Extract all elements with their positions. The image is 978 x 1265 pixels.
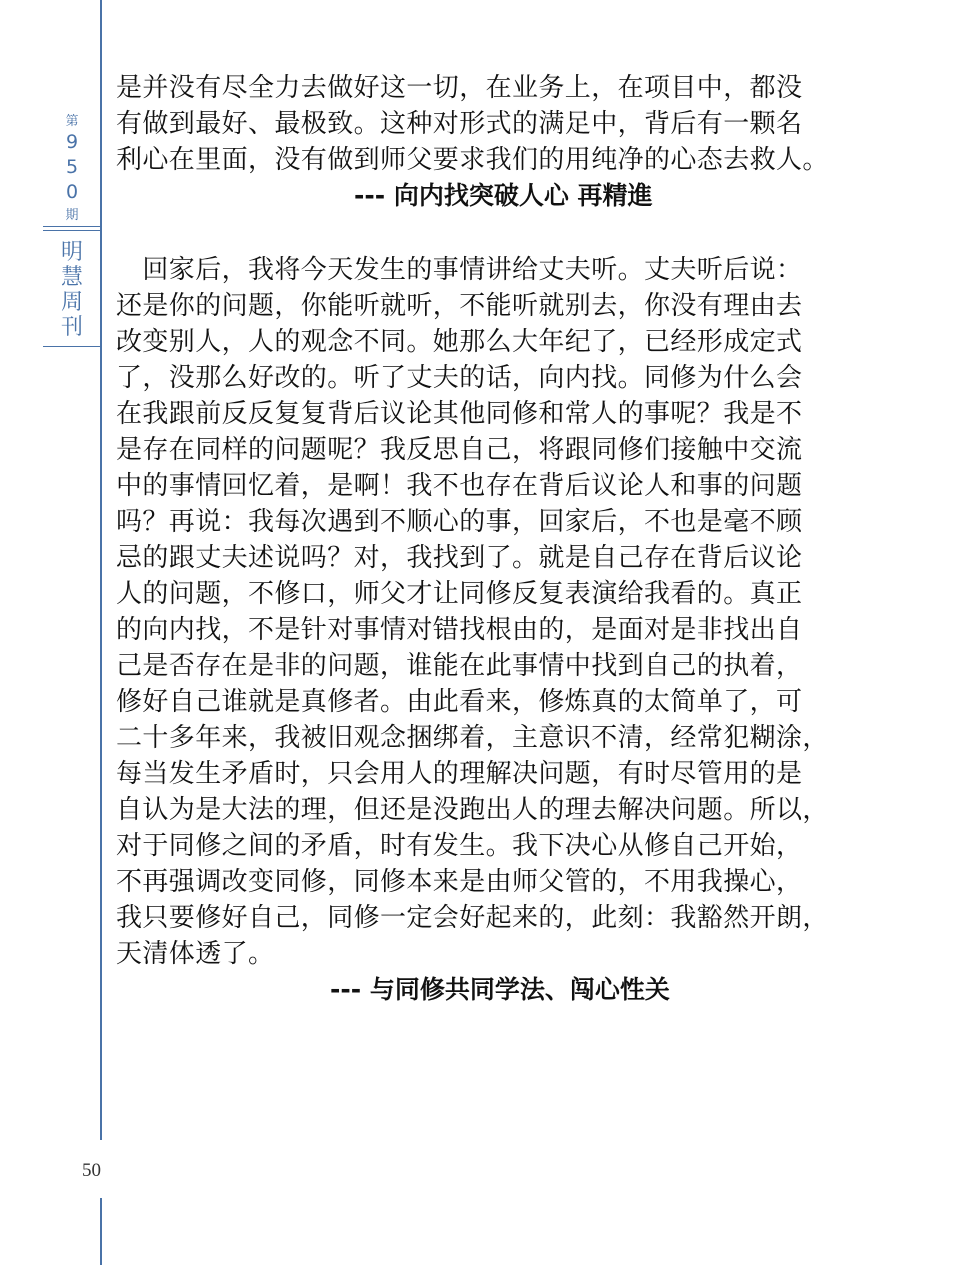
text-line: 自认为是大法的理，但还是没跑出人的理去解决问题。所以， <box>116 795 829 825</box>
text-line: 在我跟前反反复复背后议论其他同修和常人的事呢？我是不 <box>116 399 803 429</box>
text-line: 是存在同样的问题呢？我反思自己，将跟同修们接触中交流 <box>116 435 803 465</box>
masthead-divider <box>43 230 101 231</box>
text-line: 不再强调改变同修，同修本来是由师父管的，不用我操心， <box>116 867 803 897</box>
text-line: 有做到最好、最极致。这种对形式的满足中，背后有一颗名 <box>116 109 803 139</box>
article-body <box>116 70 862 1008</box>
text-line: 利心在里面，没有做到师父要求我们的用纯净的心态去救人。 <box>116 145 829 175</box>
magazine-title-char: 慧 <box>60 265 83 290</box>
issue-number <box>43 130 101 205</box>
section-heading-2: --- 与同修共同学法、闯心性关 <box>330 975 670 1004</box>
magazine-title <box>43 240 101 340</box>
magazine-title-char: 刊 <box>60 315 83 340</box>
text-line: 每当发生矛盾时，只会用人的理解决问题，有时尽管用的是 <box>116 759 803 789</box>
text-line: 中的事情回忆着，是啊！我不也存在背后议论人和事的问题 <box>116 471 803 501</box>
text-line: 修好自己谁就是真修者。由此看来，修炼真的太简单了，可 <box>116 687 803 717</box>
masthead <box>43 110 101 340</box>
text-line: 二十多年来，我被旧观念捆绑着，主意识不清，经常犯糊涂， <box>116 723 829 753</box>
text-line: 天清体透了。 <box>116 939 275 969</box>
text-line: 人的问题，不修口，师父才让同修反复表演给我看的。真正 <box>116 579 803 609</box>
text-line: 吗？再说：我每次遇到不顺心的事，回家后，不也是毫不顾 <box>116 507 803 537</box>
text-line: 忌的跟丈夫述说吗？对，我找到了。就是自己存在背后议论 <box>116 543 803 573</box>
text-line: 回家后，我将今天发生的事情讲给丈夫听。丈夫听后说： <box>116 255 803 285</box>
paragraph-1 <box>116 70 862 178</box>
issue-label <box>43 110 101 222</box>
magazine-title-char: 明 <box>60 240 83 265</box>
issue-digit: 5 <box>65 156 79 178</box>
text-line: 对于同修之间的矛盾，时有发生。我下决心从修自己开始， <box>116 831 803 861</box>
text-line: 己是否存在是非的问题，谁能在此事情中找到自己的执着， <box>116 651 803 681</box>
spacer <box>116 214 862 252</box>
text-line: 是并没有尽全力去做好这一切，在业务上，在项目中，都没 <box>116 73 803 103</box>
masthead-divider <box>43 346 101 347</box>
text-line: 了，没那么好改的。听了丈夫的话，向内找。同修为什么会 <box>116 363 803 393</box>
magazine-title-char: 周 <box>60 290 83 315</box>
margin-rule-bottom <box>100 1198 102 1265</box>
paragraph-2 <box>116 252 862 972</box>
text-line: 我只要修好自己，同修一定会好起来的，此刻：我豁然开朗， <box>116 903 829 933</box>
issue-suffix: 期 <box>65 208 79 223</box>
text-line: 还是你的问题，你能听就听，不能听就别去，你没有理由去 <box>116 291 803 321</box>
section-heading-1: --- 向内找突破人心 再精進 <box>354 181 653 210</box>
issue-digit: 9 <box>65 131 79 153</box>
issue-digit: 0 <box>65 181 79 203</box>
masthead-divider <box>43 226 101 227</box>
page-number: 50 <box>82 1160 101 1181</box>
text-line: 改变别人，人的观念不同。她那么大年纪了，已经形成定式 <box>116 327 803 357</box>
text-line: 的向内找，不是针对事情对错找根由的，是面对是非找出自 <box>116 615 803 645</box>
issue-prefix: 第 <box>65 114 79 129</box>
